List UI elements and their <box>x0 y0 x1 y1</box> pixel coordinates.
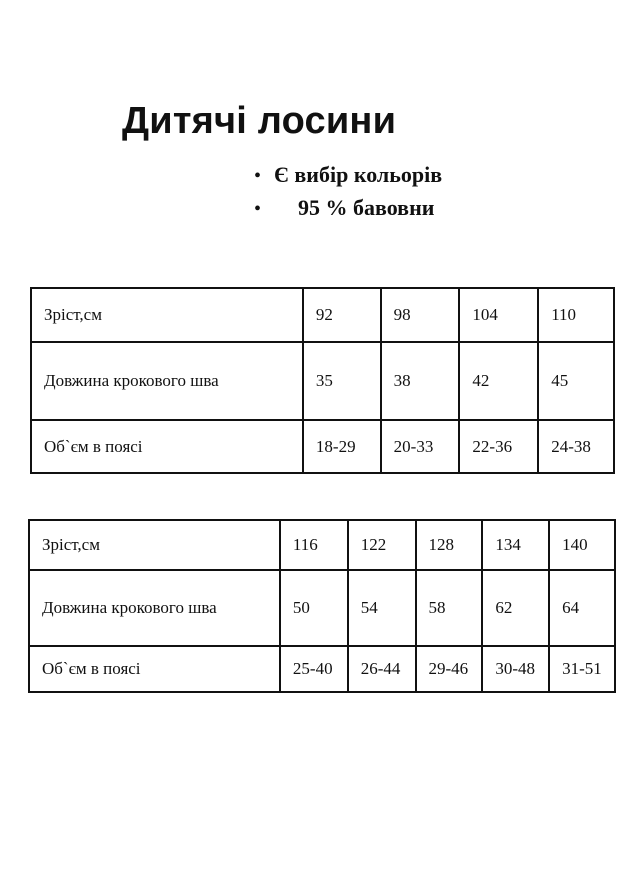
table-cell: 30-48 <box>482 646 549 692</box>
table-cell: 98 <box>381 288 460 342</box>
table-cell: 42 <box>459 342 538 420</box>
table-cell: 54 <box>348 570 416 646</box>
table-cell: 18-29 <box>303 420 381 473</box>
table-cell: 128 <box>416 520 483 570</box>
table-cell: 122 <box>348 520 416 570</box>
table-cell: 38 <box>381 342 460 420</box>
table-cell: 58 <box>416 570 483 646</box>
table-cell: 104 <box>459 288 538 342</box>
bullet-dot: • <box>254 165 262 187</box>
table-cell: 110 <box>538 288 614 342</box>
table-cell: 35 <box>303 342 381 420</box>
table-cell: 25-40 <box>280 646 348 692</box>
table-row-height <box>31 288 614 342</box>
table-cell: 116 <box>280 520 348 570</box>
row-label: Об`єм в поясі <box>29 646 280 692</box>
table-cell: 92 <box>303 288 381 342</box>
row-label: Об`єм в поясі <box>31 420 303 473</box>
feature-colors: Є вибір кольорів <box>274 162 443 187</box>
table-cell: 29-46 <box>416 646 483 692</box>
table-cell: 140 <box>549 520 615 570</box>
table-cell: 45 <box>538 342 614 420</box>
table-cell: 22-36 <box>459 420 538 473</box>
table-cell: 64 <box>549 570 615 646</box>
table-cell: 50 <box>280 570 348 646</box>
table-cell: 62 <box>482 570 549 646</box>
size-table-small <box>30 287 615 474</box>
table-row-waist <box>31 420 614 473</box>
table-cell: 24-38 <box>538 420 614 473</box>
feature-cotton: 95 % бавовни <box>298 195 435 220</box>
table-row-inseam <box>29 570 615 646</box>
table-row-inseam <box>31 342 614 420</box>
row-label: Зріст,см <box>31 288 303 342</box>
page-title: Дитячі лосини <box>122 100 397 142</box>
row-label: Довжина крокового шва <box>29 570 280 646</box>
table-cell: 31-51 <box>549 646 615 692</box>
table-row-height <box>29 520 615 570</box>
table-cell: 134 <box>482 520 549 570</box>
bullet-dot: • <box>254 198 262 220</box>
row-label: Довжина крокового шва <box>31 342 303 420</box>
size-table-large <box>28 519 616 693</box>
table-cell: 26-44 <box>348 646 416 692</box>
table-cell: 20-33 <box>381 420 460 473</box>
row-label: Зріст,см <box>29 520 280 570</box>
table-row-waist <box>29 646 615 692</box>
